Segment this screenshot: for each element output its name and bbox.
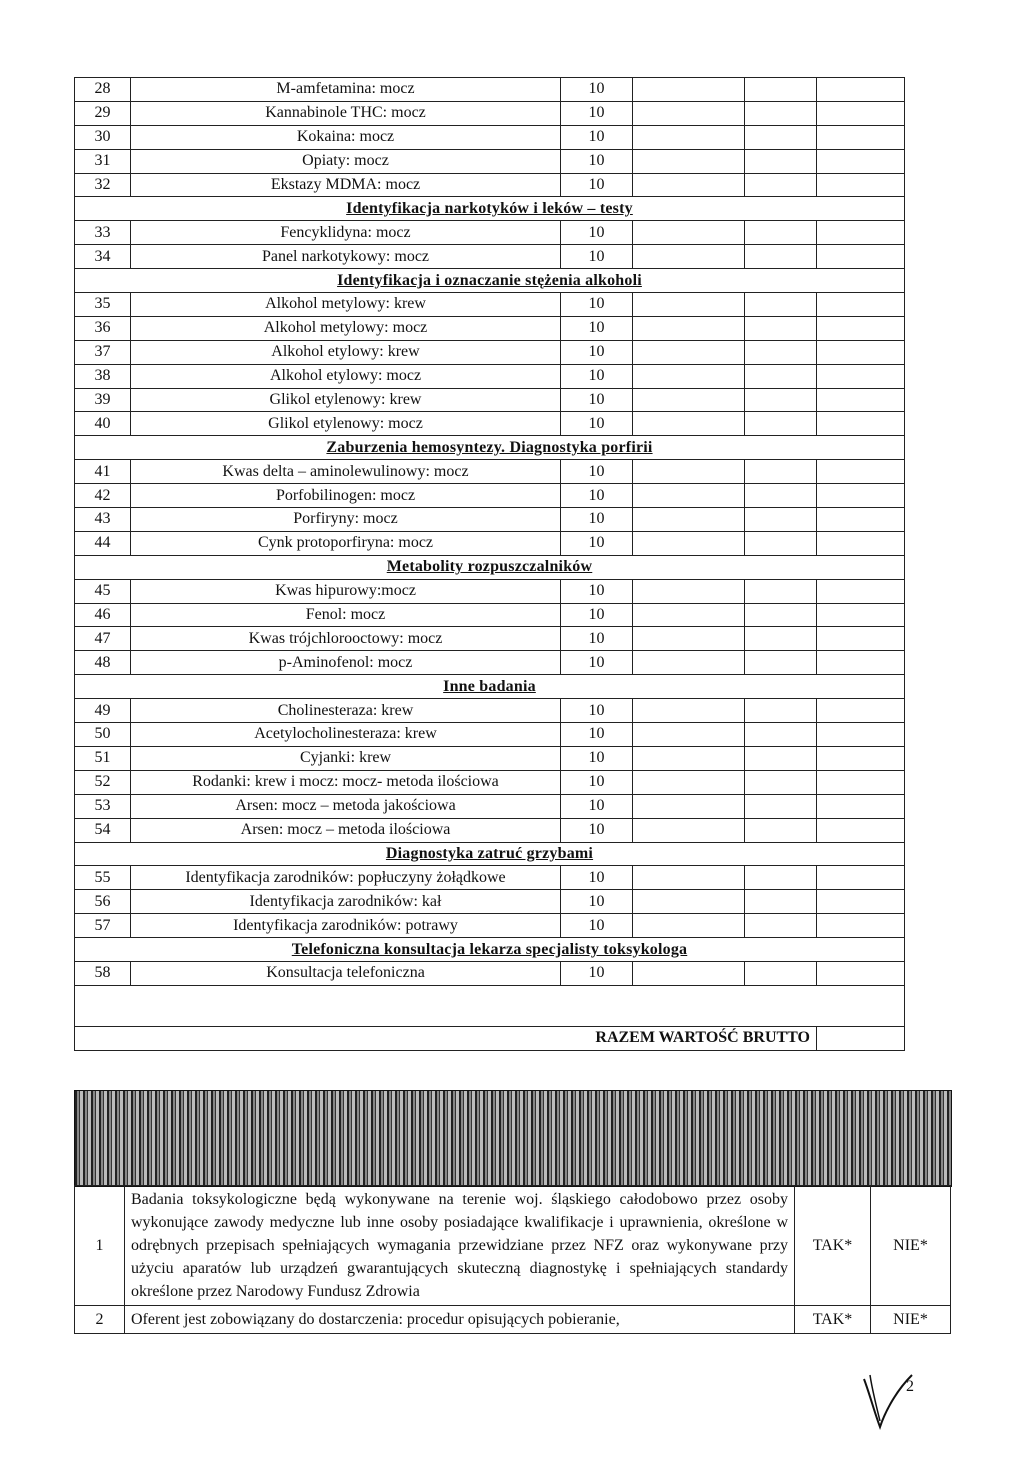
row-number: 44 xyxy=(75,531,131,555)
test-name: Glikol etylenowy: mocz xyxy=(131,412,561,436)
row-number: 47 xyxy=(75,627,131,651)
test-name: Glikol etylenowy: krew xyxy=(131,388,561,412)
quantity: 10 xyxy=(561,173,633,197)
row-number: 30 xyxy=(75,125,131,149)
row-number: 29 xyxy=(75,101,131,125)
table-row xyxy=(75,890,905,914)
vat-cell xyxy=(745,531,817,555)
test-name: Cyjanki: krew xyxy=(131,746,561,770)
row-number: 41 xyxy=(75,460,131,484)
quantity: 10 xyxy=(561,293,633,317)
quantity: 10 xyxy=(561,412,633,436)
vat-cell xyxy=(745,125,817,149)
section-header-row xyxy=(75,436,905,460)
quantity: 10 xyxy=(561,388,633,412)
row-number: 35 xyxy=(75,293,131,317)
spacer-row xyxy=(75,985,905,1026)
quantity: 10 xyxy=(561,818,633,842)
vat-cell xyxy=(745,364,817,388)
vat-cell xyxy=(745,460,817,484)
quantity: 10 xyxy=(561,101,633,125)
table-row xyxy=(75,651,905,675)
test-name: Fenol: mocz xyxy=(131,603,561,627)
table-row xyxy=(75,293,905,317)
row-number: 58 xyxy=(75,961,131,985)
gross-value-cell xyxy=(817,531,905,555)
vat-cell xyxy=(745,293,817,317)
vat-cell xyxy=(745,412,817,436)
table-row xyxy=(75,961,905,985)
requirements-table xyxy=(74,1185,951,1334)
table-row xyxy=(75,149,905,173)
vat-cell xyxy=(745,651,817,675)
gross-value-cell xyxy=(817,293,905,317)
vat-cell xyxy=(745,794,817,818)
quantity: 10 xyxy=(561,484,633,508)
gross-value-cell xyxy=(817,364,905,388)
test-name: Identyfikacja zarodników: kał xyxy=(131,890,561,914)
section-header-row xyxy=(75,842,905,866)
table-row xyxy=(75,388,905,412)
test-name: Identyfikacja zarodników: potrawy xyxy=(131,914,561,938)
unit-price-cell xyxy=(633,101,745,125)
vat-cell xyxy=(745,914,817,938)
vat-cell xyxy=(745,627,817,651)
section-title: Identyfikacja i oznaczanie stężenia alkoholi xyxy=(75,269,905,293)
scanned-header-strip xyxy=(74,1090,952,1187)
quantity: 10 xyxy=(561,460,633,484)
unit-price-cell xyxy=(633,388,745,412)
test-name: Acetylocholinesteraza: krew xyxy=(131,723,561,747)
test-name: Kwas delta – aminolewulinowy: mocz xyxy=(131,460,561,484)
test-name: Opiaty: mocz xyxy=(131,149,561,173)
quantity: 10 xyxy=(561,364,633,388)
table-row xyxy=(75,316,905,340)
test-name: Cynk protoporfiryna: mocz xyxy=(131,531,561,555)
gross-value-cell xyxy=(817,173,905,197)
total-row xyxy=(75,1026,905,1050)
row-number: 49 xyxy=(75,699,131,723)
requirement-row xyxy=(75,1306,951,1334)
section-title: Metabolity rozpuszczalników xyxy=(75,555,905,579)
vat-cell xyxy=(745,890,817,914)
test-name: Porfiryny: mocz xyxy=(131,508,561,532)
vat-cell xyxy=(745,173,817,197)
test-name: Konsultacja telefoniczna xyxy=(131,961,561,985)
unit-price-cell xyxy=(633,412,745,436)
test-name: p-Aminofenol: mocz xyxy=(131,651,561,675)
quantity: 10 xyxy=(561,723,633,747)
unit-price-cell xyxy=(633,866,745,890)
section-title: Diagnostyka zatruć grzybami xyxy=(75,842,905,866)
quantity: 10 xyxy=(561,794,633,818)
vat-cell xyxy=(745,818,817,842)
quantity: 10 xyxy=(561,125,633,149)
quantity: 10 xyxy=(561,78,633,102)
vat-cell xyxy=(745,746,817,770)
answer-yes: TAK* xyxy=(795,1306,871,1334)
gross-value-cell xyxy=(817,603,905,627)
unit-price-cell xyxy=(633,531,745,555)
unit-price-cell xyxy=(633,770,745,794)
unit-price-cell xyxy=(633,340,745,364)
section-header-row xyxy=(75,197,905,221)
test-name: Ekstazy MDMA: mocz xyxy=(131,173,561,197)
test-name: Kwas trójchlorooctowy: mocz xyxy=(131,627,561,651)
test-name: Identyfikacja zarodników: popłuczyny żołądkowe xyxy=(131,866,561,890)
table-row xyxy=(75,818,905,842)
gross-value-cell xyxy=(817,388,905,412)
test-name: Porfobilinogen: mocz xyxy=(131,484,561,508)
table-row xyxy=(75,770,905,794)
test-name: Alkohol metylowy: mocz xyxy=(131,316,561,340)
row-number: 32 xyxy=(75,173,131,197)
vat-cell xyxy=(745,579,817,603)
gross-value-cell xyxy=(817,245,905,269)
quantity: 10 xyxy=(561,603,633,627)
table-row xyxy=(75,340,905,364)
unit-price-cell xyxy=(633,818,745,842)
test-name: Kokaina: mocz xyxy=(131,125,561,149)
unit-price-cell xyxy=(633,316,745,340)
gross-value-cell xyxy=(817,746,905,770)
vat-cell xyxy=(745,961,817,985)
unit-price-cell xyxy=(633,794,745,818)
table-row xyxy=(75,914,905,938)
row-number: 38 xyxy=(75,364,131,388)
table-row xyxy=(75,579,905,603)
vat-cell xyxy=(745,340,817,364)
unit-price-cell xyxy=(633,890,745,914)
table-row xyxy=(75,531,905,555)
test-name: Alkohol metylowy: krew xyxy=(131,293,561,317)
requirement-number: 2 xyxy=(75,1306,125,1334)
quantity: 10 xyxy=(561,627,633,651)
vat-cell xyxy=(745,245,817,269)
row-number: 39 xyxy=(75,388,131,412)
table-row xyxy=(75,627,905,651)
section-title: Telefoniczna konsultacja lekarza specjalisty toksykologa xyxy=(75,938,905,962)
table-row xyxy=(75,484,905,508)
quantity: 10 xyxy=(561,651,633,675)
row-number: 56 xyxy=(75,890,131,914)
vat-cell xyxy=(745,149,817,173)
table-row xyxy=(75,723,905,747)
table-row xyxy=(75,508,905,532)
table-row xyxy=(75,603,905,627)
quantity: 10 xyxy=(561,961,633,985)
table-row xyxy=(75,699,905,723)
answer-no: NIE* xyxy=(871,1186,951,1306)
unit-price-cell xyxy=(633,914,745,938)
total-label: RAZEM WARTOŚĆ BRUTTO xyxy=(75,1026,817,1050)
vat-cell xyxy=(745,723,817,747)
table-row xyxy=(75,125,905,149)
requirement-text: Oferent jest zobowiązany do dostarczenia: procedur opisujących pobieranie, xyxy=(125,1306,795,1334)
vat-cell xyxy=(745,508,817,532)
section-header-row xyxy=(75,675,905,699)
unit-price-cell xyxy=(633,173,745,197)
gross-value-cell xyxy=(817,484,905,508)
table-row xyxy=(75,221,905,245)
unit-price-cell xyxy=(633,125,745,149)
table-row xyxy=(75,173,905,197)
test-name: Alkohol etylowy: mocz xyxy=(131,364,561,388)
unit-price-cell xyxy=(633,627,745,651)
table-row xyxy=(75,460,905,484)
test-name: Panel narkotykowy: mocz xyxy=(131,245,561,269)
row-number: 33 xyxy=(75,221,131,245)
answer-yes: TAK* xyxy=(795,1186,871,1306)
vat-cell xyxy=(745,221,817,245)
table-row xyxy=(75,412,905,436)
gross-value-cell xyxy=(817,914,905,938)
table-row xyxy=(75,364,905,388)
quantity: 10 xyxy=(561,149,633,173)
test-name: Arsen: mocz – metoda ilościowa xyxy=(131,818,561,842)
quantity: 10 xyxy=(561,746,633,770)
page-mark: 2 xyxy=(906,1378,914,1395)
row-number: 40 xyxy=(75,412,131,436)
vat-cell xyxy=(745,484,817,508)
gross-value-cell xyxy=(817,78,905,102)
section-header-row xyxy=(75,938,905,962)
section-title: Identyfikacja narkotyków i leków – testy xyxy=(75,197,905,221)
unit-price-cell xyxy=(633,484,745,508)
gross-value-cell xyxy=(817,508,905,532)
gross-value-cell xyxy=(817,723,905,747)
unit-price-cell xyxy=(633,460,745,484)
gross-value-cell xyxy=(817,961,905,985)
vat-cell xyxy=(745,388,817,412)
gross-value-cell xyxy=(817,412,905,436)
table-row xyxy=(75,794,905,818)
requirement-number: 1 xyxy=(75,1186,125,1306)
requirement-text: Badania toksykologiczne będą wykonywane na terenie woj. śląskiego całodobowo przez osoby wykonujące zawody medyczne lub inne osoby posiadające kwalifikacje i uprawnienia, określone w odrębnych przepisach spełniających wymagania przewidziane przez NFZ oraz wykonywane przy użyciu aparatów lub urządzeń gwarantujących skuteczną diagnostykę i spełniających standardy określone przez Narodowy Fundusz Zdrowia xyxy=(125,1186,795,1306)
tests-table-body xyxy=(75,78,905,1051)
gross-value-cell xyxy=(817,818,905,842)
quantity: 10 xyxy=(561,770,633,794)
quantity: 10 xyxy=(561,866,633,890)
gross-value-cell xyxy=(817,627,905,651)
row-number: 57 xyxy=(75,914,131,938)
total-value-cell xyxy=(817,1026,905,1050)
row-number: 54 xyxy=(75,818,131,842)
row-number: 48 xyxy=(75,651,131,675)
test-name: Rodanki: krew i mocz: mocz- metoda ilościowa xyxy=(131,770,561,794)
gross-value-cell xyxy=(817,866,905,890)
row-number: 55 xyxy=(75,866,131,890)
gross-value-cell xyxy=(817,340,905,364)
table-row xyxy=(75,746,905,770)
unit-price-cell xyxy=(633,579,745,603)
quantity: 10 xyxy=(561,316,633,340)
quantity: 10 xyxy=(561,890,633,914)
unit-price-cell xyxy=(633,961,745,985)
quantity: 10 xyxy=(561,579,633,603)
gross-value-cell xyxy=(817,651,905,675)
unit-price-cell xyxy=(633,149,745,173)
quantity: 10 xyxy=(561,531,633,555)
test-name: Kannabinole THC: mocz xyxy=(131,101,561,125)
row-number: 31 xyxy=(75,149,131,173)
unit-price-cell xyxy=(633,651,745,675)
test-name: M-amfetamina: mocz xyxy=(131,78,561,102)
row-number: 43 xyxy=(75,508,131,532)
answer-no: NIE* xyxy=(871,1306,951,1334)
unit-price-cell xyxy=(633,746,745,770)
tests-table xyxy=(74,77,905,1051)
table-row xyxy=(75,101,905,125)
requirements-table-body xyxy=(75,1186,951,1334)
unit-price-cell xyxy=(633,699,745,723)
test-name: Cholinesteraza: krew xyxy=(131,699,561,723)
gross-value-cell xyxy=(817,101,905,125)
gross-value-cell xyxy=(817,770,905,794)
unit-price-cell xyxy=(633,723,745,747)
test-name: Fencyklidyna: mocz xyxy=(131,221,561,245)
quantity: 10 xyxy=(561,699,633,723)
unit-price-cell xyxy=(633,603,745,627)
test-name: Kwas hipurowy:mocz xyxy=(131,579,561,603)
gross-value-cell xyxy=(817,149,905,173)
spacer-cell xyxy=(75,985,905,1026)
vat-cell xyxy=(745,78,817,102)
vat-cell xyxy=(745,770,817,794)
quantity: 10 xyxy=(561,245,633,269)
table-row xyxy=(75,245,905,269)
unit-price-cell xyxy=(633,364,745,388)
unit-price-cell xyxy=(633,245,745,269)
vat-cell xyxy=(745,699,817,723)
quantity: 10 xyxy=(561,340,633,364)
section-header-row xyxy=(75,269,905,293)
row-number: 45 xyxy=(75,579,131,603)
section-title: Zaburzenia hemosyntezy. Diagnostyka porfirii xyxy=(75,436,905,460)
row-number: 46 xyxy=(75,603,131,627)
row-number: 51 xyxy=(75,746,131,770)
unit-price-cell xyxy=(633,293,745,317)
row-number: 34 xyxy=(75,245,131,269)
unit-price-cell xyxy=(633,508,745,532)
initials-signature xyxy=(860,1365,930,1435)
gross-value-cell xyxy=(817,460,905,484)
vat-cell xyxy=(745,101,817,125)
section-title: Inne badania xyxy=(75,675,905,699)
section-header-row xyxy=(75,555,905,579)
row-number: 50 xyxy=(75,723,131,747)
vat-cell xyxy=(745,866,817,890)
gross-value-cell xyxy=(817,699,905,723)
gross-value-cell xyxy=(817,316,905,340)
gross-value-cell xyxy=(817,579,905,603)
test-name: Arsen: mocz – metoda jakościowa xyxy=(131,794,561,818)
gross-value-cell xyxy=(817,890,905,914)
row-number: 36 xyxy=(75,316,131,340)
row-number: 53 xyxy=(75,794,131,818)
vat-cell xyxy=(745,316,817,340)
gross-value-cell xyxy=(817,125,905,149)
row-number: 52 xyxy=(75,770,131,794)
vat-cell xyxy=(745,603,817,627)
row-number: 28 xyxy=(75,78,131,102)
table-row xyxy=(75,866,905,890)
quantity: 10 xyxy=(561,221,633,245)
gross-value-cell xyxy=(817,794,905,818)
unit-price-cell xyxy=(633,221,745,245)
quantity: 10 xyxy=(561,914,633,938)
quantity: 10 xyxy=(561,508,633,532)
table-row xyxy=(75,78,905,102)
row-number: 37 xyxy=(75,340,131,364)
test-name: Alkohol etylowy: krew xyxy=(131,340,561,364)
row-number: 42 xyxy=(75,484,131,508)
unit-price-cell xyxy=(633,78,745,102)
requirement-row xyxy=(75,1186,951,1306)
gross-value-cell xyxy=(817,221,905,245)
